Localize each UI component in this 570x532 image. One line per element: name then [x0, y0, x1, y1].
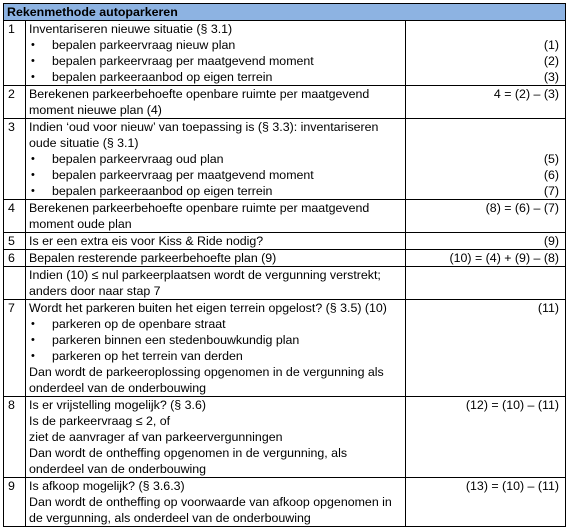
- table-row: [4, 397, 566, 478]
- formula-line: (7): [543, 184, 559, 198]
- step-text: Wordt het parkeren buiten het eigen terrein opgelost? (§ 3.5) (10): [29, 301, 387, 315]
- step-formula: [406, 267, 566, 300]
- step-text: Is er vrijstelling mogelijk? (§ 3.6): [29, 398, 206, 412]
- step-formula: [406, 119, 566, 200]
- step-description: Berekenen parkeerbehoefte openbare ruimte per maatgevend moment nieuwe plan (4): [26, 86, 406, 119]
- table-title: Rekenmethode autoparkeren: [4, 4, 566, 21]
- table-row: [4, 86, 566, 119]
- step-number: 2: [4, 86, 26, 119]
- step-conclusion: Dan wordt de parkeeroplossing opgenomen in de vergunning als onderdeel van de onderbouwing: [29, 365, 384, 395]
- step-formula: (13) = (10) – (11): [406, 478, 566, 527]
- step-number: 9: [4, 478, 26, 527]
- step-conclusion: Dan wordt de ontheffing opgenomen in de vergunning, als onderdeel van de onderbouwing: [29, 446, 348, 476]
- formula-line: (5): [543, 152, 559, 166]
- step-number: 1: [4, 21, 26, 86]
- step-description: Berekenen parkeerbehoefte openbare ruimte per maatgevend moment oude plan: [26, 200, 406, 233]
- step-number: 8: [4, 397, 26, 478]
- table-row: [4, 200, 566, 233]
- formula-line: (6): [543, 168, 559, 182]
- step-description: [26, 119, 406, 200]
- formula-line: (1): [543, 38, 559, 52]
- step-description: [26, 300, 406, 397]
- list-item: • bepalen parkeeraanbod op eigen terrein: [29, 183, 402, 199]
- step-formula: (11): [406, 300, 566, 397]
- step-formula: [406, 21, 566, 86]
- table-row: [4, 233, 566, 250]
- step-text: Indien ‘oud voor nieuw’ van toepassing is (§ 3.3): inventariseren oude situatie (§ 3.1): [29, 120, 379, 150]
- step-formula: (12) = (10) – (11): [406, 397, 566, 478]
- table-row: [4, 119, 566, 200]
- step-number: 5: [4, 233, 26, 250]
- step-text: Is de parkeervraag ≤ 2, of: [29, 414, 171, 428]
- list-item: • parkeren binnen een stedenbouwkundig plan: [29, 332, 402, 348]
- bullet-list: [29, 151, 402, 199]
- formula-line: (2): [543, 54, 559, 68]
- table-row: [4, 267, 566, 300]
- list-item: • parkeren op het terrein van derden: [29, 348, 402, 364]
- step-description: Indien (10) ≤ nul parkeerplaatsen wordt de vergunning verstrekt; anders door naar stap 7: [26, 267, 406, 300]
- step-number: 7: [4, 300, 26, 397]
- step-text: ziet de aanvrager af van parkeervergunningen: [29, 430, 283, 444]
- step-number: 3: [4, 119, 26, 200]
- step-formula: (8) = (6) – (7): [406, 200, 566, 233]
- step-description: [26, 21, 406, 86]
- list-item: • bepalen parkeervraag per maatgevend moment: [29, 167, 402, 183]
- step-formula: (9): [406, 233, 566, 250]
- list-item: • bepalen parkeervraag oud plan: [29, 151, 402, 167]
- step-formula: 4 = (2) – (3): [406, 86, 566, 119]
- table-header-row: [4, 4, 566, 21]
- step-conclusion: Dan wordt de ontheffing op voorwaarde van afkoop opgenomen in de vergunning, als onderdeel van de onderbouwing: [29, 495, 392, 525]
- step-number: 6: [4, 250, 26, 267]
- step-description: Bepalen resterende parkeerbehoefte plan (9): [26, 250, 406, 267]
- formula-line: (3): [543, 70, 559, 84]
- bullet-list: [29, 37, 402, 85]
- list-item: • parkeren op de openbare straat: [29, 316, 402, 332]
- step-text: Is afkoop mogelijk? (§ 3.6.3): [29, 479, 185, 493]
- list-item: • bepalen parkeervraag per maatgevend moment: [29, 53, 402, 69]
- table-row: [4, 21, 566, 86]
- step-number: 4: [4, 200, 26, 233]
- calculation-table: [3, 3, 566, 527]
- step-description: Is er een extra eis voor Kiss & Ride nodig?: [26, 233, 406, 250]
- step-number: [4, 267, 26, 300]
- table-row: [4, 300, 566, 397]
- table-row: [4, 250, 566, 267]
- step-formula: (10) = (4) + (9) – (8): [406, 250, 566, 267]
- step-description: [26, 397, 406, 478]
- step-description: [26, 478, 406, 527]
- table-row: [4, 478, 566, 527]
- list-item: • bepalen parkeervraag nieuw plan: [29, 37, 402, 53]
- list-item: • bepalen parkeeraanbod op eigen terrein: [29, 69, 402, 85]
- bullet-list: [29, 316, 402, 364]
- step-text: Inventariseren nieuwe situatie (§ 3.1): [29, 22, 233, 36]
